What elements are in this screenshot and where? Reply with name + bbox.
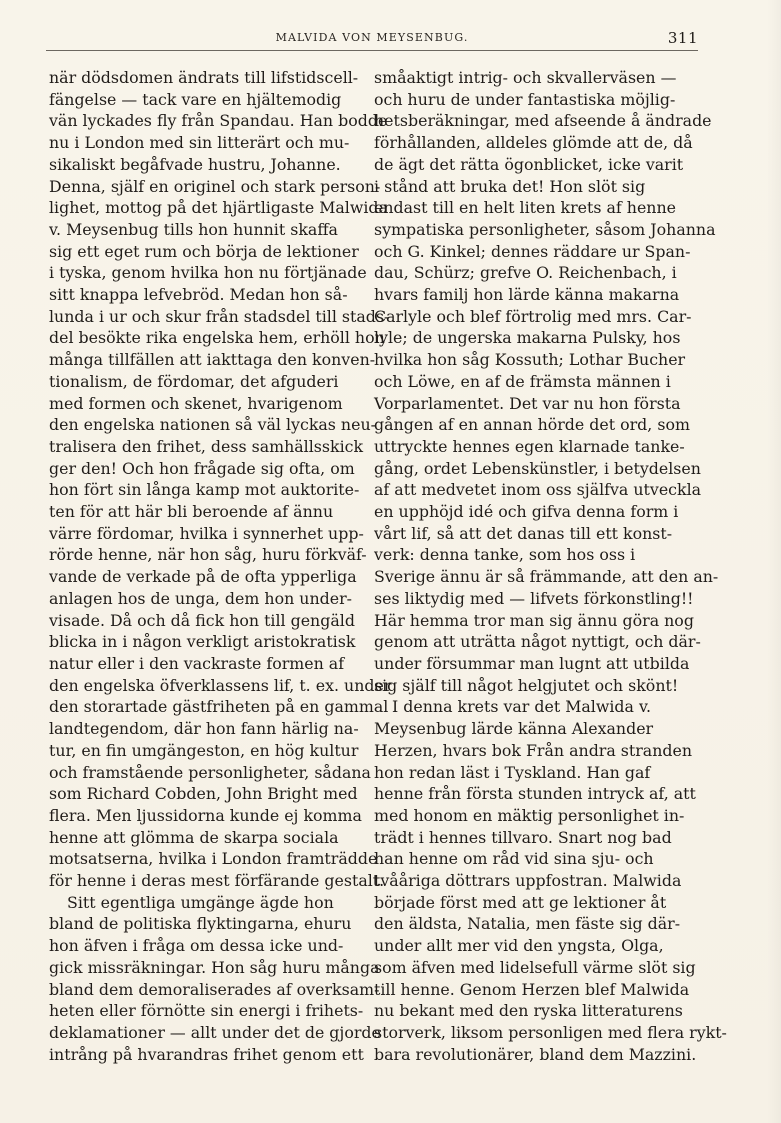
text-line: sympatiska personligheter, såsom Johanna bbox=[374, 219, 716, 239]
text-line: uttryckte hennes egen klarnade tanke- bbox=[374, 436, 685, 456]
text-line: Herzen, hvars bok Från andra stranden bbox=[374, 740, 693, 760]
text-line: lighet, mottog på det hjärtligaste Malwida bbox=[49, 198, 388, 218]
text-line: henne att glömma de skarpa sociala bbox=[49, 827, 339, 847]
text-line: hvilka hon såg Kossuth; Lothar Bucher bbox=[374, 350, 686, 370]
text-line: ger den! Och hon frågade sig ofta, om bbox=[49, 458, 355, 478]
text-line: storverk, liksom personligen med flera rykt- bbox=[374, 1022, 727, 1042]
text-line: Denna, själf en originel och stark person- bbox=[49, 176, 381, 196]
text-line: för henne i deras mest förfärande gestalt. bbox=[49, 871, 385, 891]
text-line: värre fördomar, hvilka i synnerhet upp- bbox=[49, 523, 364, 543]
page-header bbox=[46, 30, 698, 51]
running-head: MALVIDA VON MEYSENBUG. bbox=[275, 31, 469, 44]
left-column bbox=[49, 67, 392, 1065]
text-line: vän lyckades fly från Spandau. Han bodde bbox=[49, 111, 388, 131]
text-line: och Löwe, en af de främsta männen i bbox=[374, 371, 671, 391]
text-line: gång, ordet Lebenskünstler, i betydelsen bbox=[374, 458, 701, 478]
text-line: sitt knappa lefvebröd. Medan hon så- bbox=[49, 285, 348, 305]
text-line: lyle; de ungerska makarna Pulsky, hos bbox=[374, 328, 681, 348]
text-line: hvars familj hon lärde känna makarna bbox=[374, 285, 680, 305]
text-line: småaktigt intrig- och skvallerväsen — bbox=[374, 68, 677, 87]
right-column bbox=[374, 67, 727, 1065]
text-line: gången af en annan hörde det ord, som bbox=[374, 415, 690, 435]
text-line: henne från första stunden intryck af, att bbox=[374, 784, 696, 804]
text-line: under allt mer vid den yngsta, Olga, bbox=[374, 936, 664, 956]
text-line: sig själf till något helgjutet och skönt! bbox=[374, 675, 679, 695]
text-line: verk: denna tanke, som hos oss i bbox=[374, 545, 636, 565]
text-line: med formen och skenet, hvarigenom bbox=[49, 393, 343, 413]
text-line: rörde henne, när hon såg, huru förkväf- bbox=[49, 545, 367, 565]
text-line: den storartade gästfriheten på en gammal bbox=[49, 697, 389, 717]
text-line: ten för att här bli beroende af ännu bbox=[49, 502, 334, 522]
text-line: fängelse — tack vare en hjältemodig bbox=[49, 89, 342, 109]
text-line: Sitt egentliga umgänge ägde hon bbox=[67, 892, 334, 912]
text-line: I denna krets var det Malwida v. bbox=[392, 697, 652, 717]
text-line: endast till en helt liten krets af henne bbox=[374, 198, 676, 218]
text-line: nu bekant med den ryska litteraturens bbox=[374, 1001, 683, 1021]
text-line: som Richard Cobden, John Bright med bbox=[49, 784, 358, 804]
text-line: hetsberäkningar, med afseende å ändrade bbox=[374, 111, 712, 131]
text-line: under försummar man lugnt att utbilda bbox=[374, 653, 690, 673]
text-line: heten eller förnötte sin energi i frihets- bbox=[49, 1001, 364, 1021]
text-line: många tillfällen att iakttaga den konven- bbox=[49, 350, 376, 370]
text-line: när dödsdomen ändrats till lifstidscell- bbox=[49, 68, 359, 87]
text-line: med honom en mäktig personlighet in- bbox=[374, 805, 685, 825]
text-line: förhållanden, alldeles glömde att de, då bbox=[374, 133, 693, 153]
text-line: v. Meysenbug tills hon hunnit skaffa bbox=[49, 219, 338, 239]
text-line: sikaliskt begåfvade hustru, Johanne. bbox=[49, 154, 341, 174]
text-line: hon fört sin långa kamp mot auktorite- bbox=[49, 480, 360, 500]
text-line: af att medvetet inom oss själfva utveckla bbox=[374, 480, 702, 500]
text-line: sig ett eget rum och börja de lektioner bbox=[49, 241, 359, 261]
text-line: började först med att ge lektioner åt bbox=[374, 892, 667, 912]
text-line: bara revolutionärer, bland dem Mazzini. bbox=[374, 1044, 697, 1064]
text-line: den engelska nationen så väl lyckas neu- bbox=[49, 415, 376, 435]
text-line: Vorparlamentet. Det var nu hon första bbox=[374, 393, 681, 413]
text-line: natur eller i den vackraste formen af bbox=[49, 653, 345, 673]
text-line: deklamationer — allt under det de gjorde bbox=[49, 1022, 381, 1042]
text-line: lunda i ur och skur från stadsdel till stads- bbox=[49, 306, 390, 326]
text-line: till henne. Genom Herzen blef Malwida bbox=[374, 979, 690, 999]
text-line: hon äfven i fråga om dessa icke und- bbox=[49, 936, 344, 956]
text-line: och framstående personligheter, sådana bbox=[49, 762, 371, 782]
text-line: tvååriga döttrars uppfostran. Malwida bbox=[374, 871, 682, 891]
text-line: tionalism, de fördomar, det afguderi bbox=[49, 371, 339, 391]
text-line: anlagen hos de unga, dem hon under- bbox=[49, 588, 352, 608]
page-number: 311 bbox=[667, 29, 698, 47]
text-line: i stånd att bruka det! Hon slöt sig bbox=[374, 176, 646, 196]
text-line: trädt i hennes tillvaro. Snart nog bad bbox=[374, 827, 672, 847]
text-line: den äldsta, Natalia, men fäste sig där- bbox=[374, 914, 681, 934]
text-line: intrång på hvarandras frihet genom ett bbox=[49, 1044, 364, 1064]
text-line: tralisera den frihet, dess samhällsskick bbox=[49, 436, 364, 456]
text-line: dau, Schürz; grefve O. Reichenbach, i bbox=[374, 263, 677, 283]
text-line: Sverige ännu är så främmande, att den an- bbox=[374, 567, 719, 587]
text-line: genom att uträtta något nyttigt, och där- bbox=[374, 632, 701, 652]
text-line: tur, en fin umgängeston, en hög kultur bbox=[49, 740, 359, 760]
text-line: hon redan läst i Tyskland. Han gaf bbox=[374, 762, 651, 782]
text-line: i tyska, genom hvilka hon nu förtjänade bbox=[49, 263, 367, 283]
text-line: som äfven med lidelsefull värme slöt sig bbox=[374, 957, 696, 977]
text-line: blicka in i någon verkligt aristokratisk bbox=[49, 632, 356, 652]
page-edge-shadow bbox=[767, 0, 781, 1123]
text-line: bland de politiska flyktingarna, ehuru bbox=[49, 914, 352, 934]
text-line: visade. Då och då fick hon till gengäld bbox=[49, 610, 355, 630]
text-line: flera. Men ljussidorna kunde ej komma bbox=[49, 805, 362, 825]
text-line: vårt lif, så att det danas till ett konst- bbox=[374, 523, 673, 543]
text-line: bland dem demoraliserades af overksam- bbox=[49, 979, 380, 999]
text-line: Meysenbug lärde känna Alexander bbox=[374, 719, 654, 739]
text-line: Carlyle och blef förtrolig med mrs. Car- bbox=[374, 306, 692, 326]
text-line: motsatserna, hvilka i London framträdde bbox=[49, 849, 378, 869]
text-line: del besökte rika engelska hem, erhöll hon bbox=[49, 328, 385, 348]
text-line: och huru de under fantastiska möjlig- bbox=[374, 89, 676, 109]
text-line: vande de verkade på de ofta ypperliga bbox=[49, 567, 357, 587]
text-line: gick missräkningar. Hon såg huru många bbox=[49, 957, 380, 977]
text-line: den engelska öfverklassens lif, t. ex. under bbox=[49, 675, 392, 695]
text-line: och G. Kinkel; dennes räddare ur Span- bbox=[374, 241, 691, 261]
text-line: de ägt det rätta ögonblicket, icke varit bbox=[374, 154, 684, 174]
text-line: Här hemma tror man sig ännu göra nog bbox=[374, 610, 694, 630]
text-line: nu i London med sin litterärt och mu- bbox=[49, 133, 350, 153]
text-line: ses liktydig med — lifvets förkonstling!! bbox=[374, 588, 694, 608]
text-line: landtegendom, där hon fann härlig na- bbox=[49, 719, 359, 739]
text-line: han henne om råd vid sina sju- och bbox=[374, 849, 654, 869]
text-line: en upphöjd idé och gifva denna form i bbox=[374, 502, 679, 522]
